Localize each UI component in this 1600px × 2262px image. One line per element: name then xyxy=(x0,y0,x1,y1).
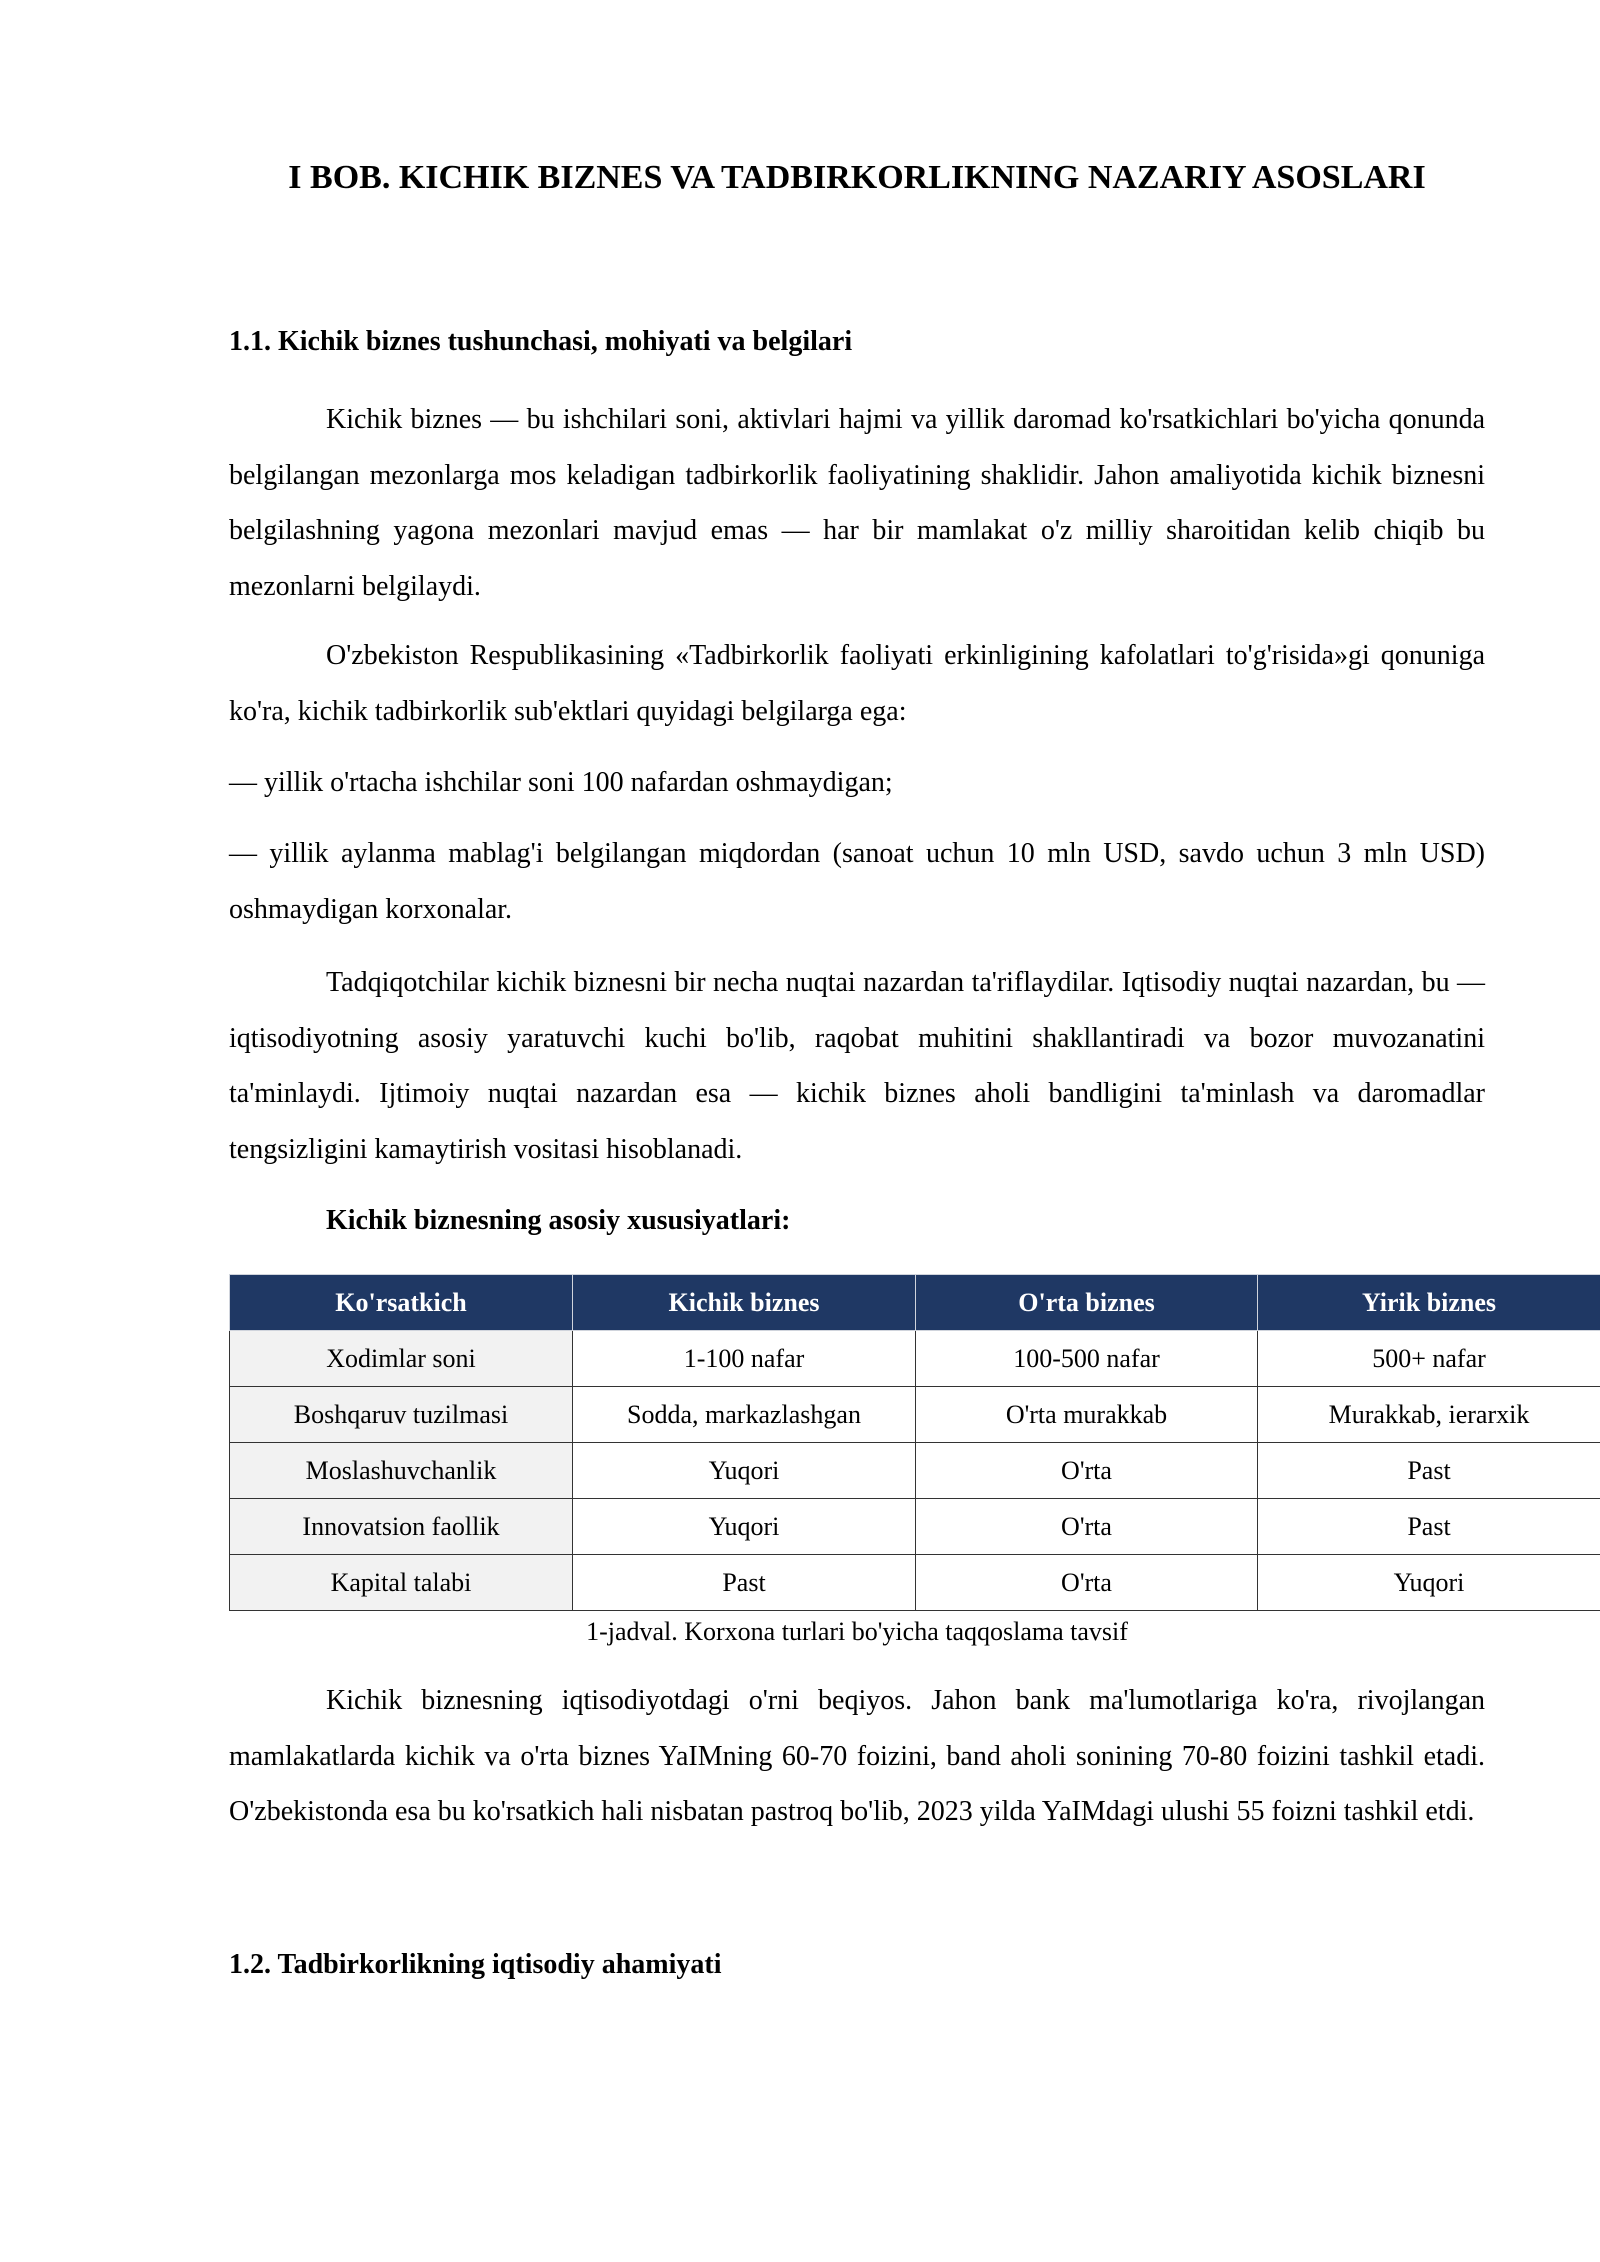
table-cell: 1-100 nafar xyxy=(573,1331,916,1387)
section-heading-1-1: 1.1. Kichik biznes tushunchasi, mohiyati va belgilari xyxy=(229,326,853,357)
table-subheading: Kichik biznesning asosiy xususiyatlari: xyxy=(326,1205,791,1236)
table-cell: O'rta murakkab xyxy=(916,1387,1258,1443)
table-cell: O'rta xyxy=(916,1555,1258,1611)
table-cell: Sodda, markazlashgan xyxy=(573,1387,916,1443)
table-row-label: Xodimlar soni xyxy=(230,1331,573,1387)
table-row xyxy=(230,1499,1600,1555)
table-cell: Yuqori xyxy=(1258,1555,1600,1611)
list-item-turnover: — yillik aylanma mablag'i belgilangan miqdordan (sanoat uchun 10 mln USD, savdo uchun 3 mln USD) oshmaydigan korxonalar. xyxy=(229,838,1485,925)
list-item-employees: — yillik o'rtacha ishchilar soni 100 nafardan oshmaydigan; xyxy=(229,767,893,798)
table-cell: Yuqori xyxy=(573,1443,916,1499)
table-row xyxy=(230,1387,1600,1443)
table-header-cell: Ko'rsatkich xyxy=(230,1275,573,1331)
table-row-label: Innovatsion faollik xyxy=(230,1499,573,1555)
table-cell: Past xyxy=(1258,1443,1600,1499)
paragraph-researchers: Tadqiqotchilar kichik biznesni bir necha nuqtai nazardan ta'riflaydilar. Iqtisodiy nuqtai nazardan, bu — iqtisodiyotning asosiy yaratuvchi kuchi bo'lib, raqobat muhitini shakllantiradi va bozor muvozanatini ta'minlaydi. Ijtimoiy nuqtai nazardan esa — kichik biznes aholi bandligini ta'minlash va daromadlar tengsizligini kamaytirish vositasi hisoblanadi. xyxy=(229,967,1485,1165)
table-cell: Yuqori xyxy=(573,1499,916,1555)
table-row xyxy=(230,1555,1600,1611)
table-header-cell: O'rta biznes xyxy=(916,1275,1258,1331)
paragraph-law: O'zbekiston Respublikasining «Tadbirkorlik faoliyati erkinligining kafolatlari to'g'risida»gi qonuniga ko'ra, kichik tadbirkorlik sub'ektlari quyidagi belgilarga ega: xyxy=(229,640,1485,727)
chapter-title: I BOB. KICHIK BIZNES VA TADBIRKORLIKNING NAZARIY ASOSLARI xyxy=(288,159,1426,196)
table-cell: O'rta xyxy=(916,1499,1258,1555)
table-header-cell: Yirik biznes xyxy=(1258,1275,1600,1331)
table-row-label: Kapital talabi xyxy=(230,1555,573,1611)
section-heading-1-2: 1.2. Tadbirkorlikning iqtisodiy ahamiyati xyxy=(229,1949,722,1980)
table-row xyxy=(230,1443,1600,1499)
table-header-cell: Kichik biznes xyxy=(573,1275,916,1331)
table-caption: 1-jadval. Korxona turlari bo'yicha taqqoslama tavsif xyxy=(586,1617,1128,1646)
table-cell: Murakkab, ierarxik xyxy=(1258,1387,1600,1443)
table-cell: O'rta xyxy=(916,1443,1258,1499)
table-cell: 500+ nafar xyxy=(1258,1331,1600,1387)
comparison-table xyxy=(229,1274,1600,1611)
table-cell: Past xyxy=(1258,1499,1600,1555)
table-row-label: Moslashuvchanlik xyxy=(230,1443,573,1499)
table-cell: Past xyxy=(573,1555,916,1611)
paragraph-definition: Kichik biznes — bu ishchilari soni, aktivlari hajmi va yillik daromad ko'rsatkichlari bo'yicha qonunda belgilangan mezonlarga mos keladigan tadbirkorlik faoliyatining shaklidir. Jahon amaliyotida kichik biznesni belgilashning yagona mezonlari mavjud emas — har bir mamlakat o'z milliy sharoitidan kelib chiqib bu mezonlarni belgilaydi. xyxy=(229,404,1485,602)
table-row xyxy=(230,1331,1600,1387)
table-row-label: Boshqaruv tuzilmasi xyxy=(230,1387,573,1443)
table-cell: 100-500 nafar xyxy=(916,1331,1258,1387)
table-header-row xyxy=(230,1275,1600,1331)
paragraph-economic-role: Kichik biznesning iqtisodiyotdagi o'rni beqiyos. Jahon bank ma'lumotlariga ko'ra, rivojlangan mamlakatlarda kichik va o'rta biznes YaIMning 60-70 foizini, band aholi sonining 70-80 foizini tashkil etadi. O'zbekistonda esa bu ko'rsatkich hali nisbatan pastroq bo'lib, 2023 yilda YaIMdagi ulushi 55 foizni tashkil etdi. xyxy=(229,1685,1485,1827)
